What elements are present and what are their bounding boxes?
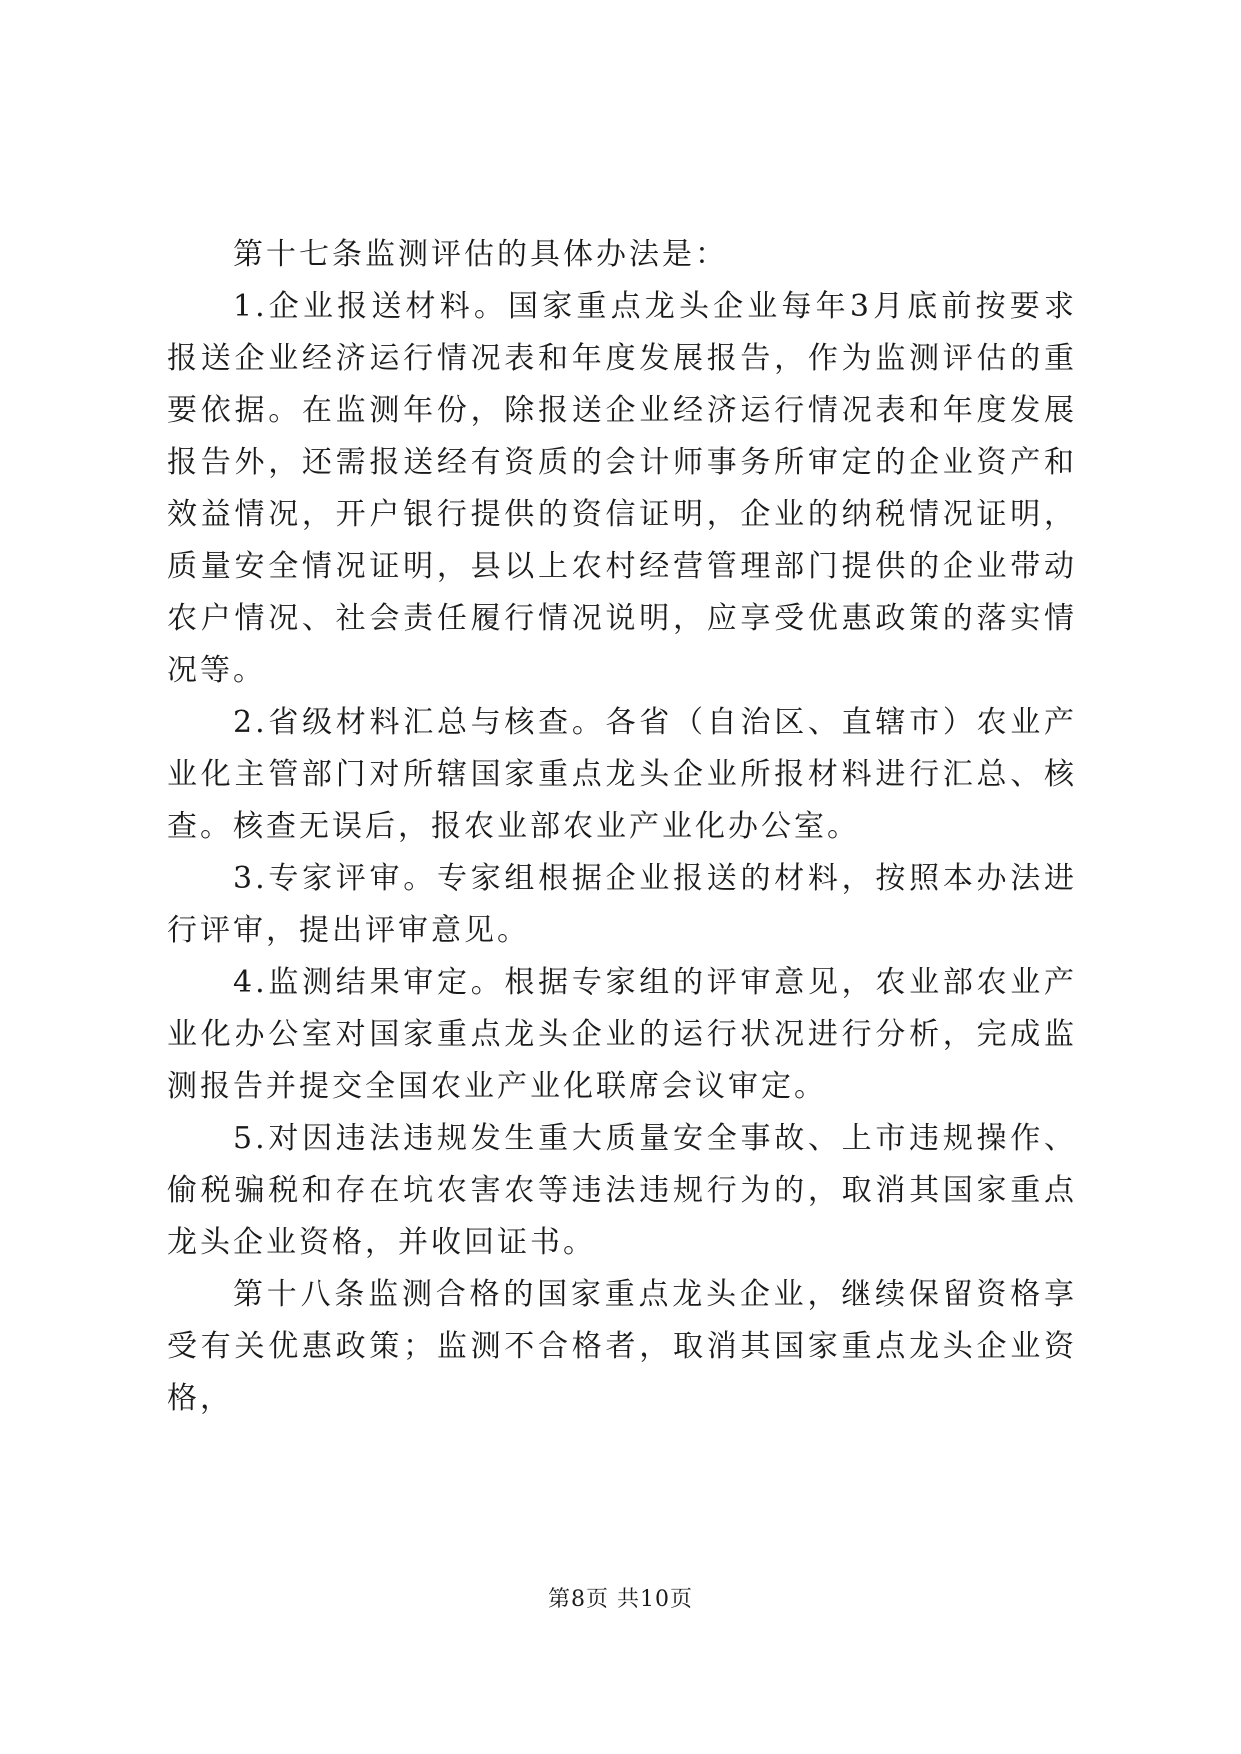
page-number: 第8页 共10页 — [548, 1587, 693, 1612]
item-5-paragraph: 5.对因违法违规发生重大质量安全事故、上市违规操作、偷税骗税和存在坑农害农等违法违规行为的，取消其国家重点龙头企业资格，并收回证书。 — [167, 1121, 1077, 1260]
item-3-paragraph: 3.专家评审。专家组根据企业报送的材料，按照本办法进行评审，提出评审意见。 — [167, 861, 1077, 948]
item-1-paragraph: 1.企业报送材料。国家重点龙头企业每年3月底前按要求报送企业经济运行情况表和年度发展报告，作为监测评估的重要依据。在监测年份，除报送企业经济运行情况表和年度发展报告外，还需报送经有资质的会计师事务所审定的企业资产和效益情况，开户银行提供的资信证明，企业的纳税情况证明，质量安全情况证明，县以上农村经营管理部门提供的企业带动农户情况、社会责任履行情况说明，应享受优惠政策的落实情况等。 — [167, 289, 1077, 688]
item-4-paragraph: 4.监测结果审定。根据专家组的评审意见，农业部农业产业化办公室对国家重点龙头企业的运行状况进行分析，完成监测报告并提交全国农业产业化联席会议审定。 — [167, 965, 1077, 1104]
article-17-heading: 第十七条监测评估的具体办法是： — [233, 237, 728, 272]
article-18-paragraph: 第十八条监测合格的国家重点龙头企业，继续保留资格享受有关优惠政策；监测不合格者，取消其国家重点龙头企业资格， — [167, 1277, 1077, 1416]
item-2-paragraph: 2.省级材料汇总与核查。各省（自治区、直辖市）农业产业化主管部门对所辖国家重点龙头企业所报材料进行汇总、核查。核查无误后，报农业部农业产业化办公室。 — [167, 705, 1077, 844]
document-body — [167, 229, 1077, 1425]
page-footer — [0, 1585, 1241, 1615]
